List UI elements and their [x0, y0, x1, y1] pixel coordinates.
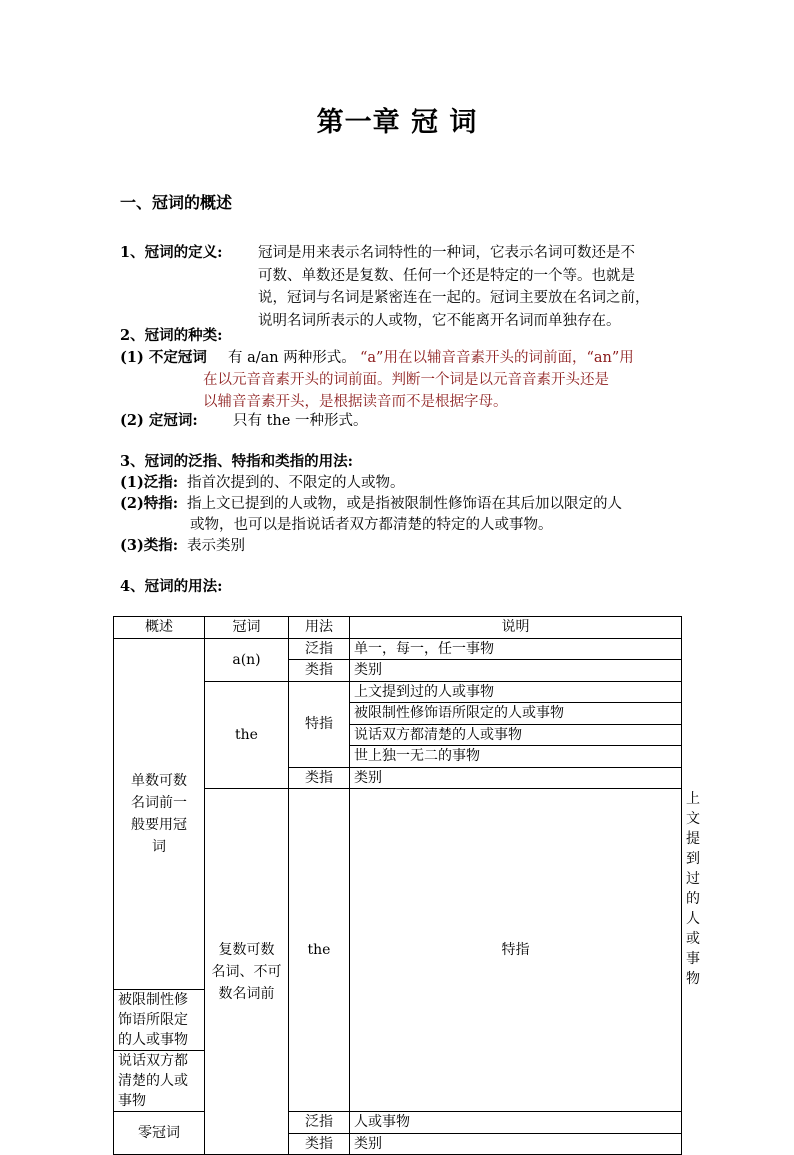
specific-label: (2)特指:	[120, 495, 179, 512]
indefinite-article-label: (1) 不定冠词	[120, 349, 207, 366]
specific-line: 或物，也可以是指说话者双方都清楚的特定的人或事物。	[190, 517, 553, 533]
usage-cell: 特指	[350, 789, 682, 1112]
class-label: (3)类指:	[120, 537, 179, 554]
indefinite-article-forms: 有 a/an 两种形式。	[228, 350, 356, 366]
overview-line: 名词、不可	[211, 963, 282, 980]
desc-cell: 类别	[350, 1133, 682, 1155]
table-row: 复数可数 名词、不可 数名词前 the 特指 上文提到过的人或事物	[114, 789, 682, 990]
article-cell: the	[205, 681, 289, 789]
usage-table-heading: 4、冠词的用法:	[120, 578, 223, 595]
usage-cell: 类指	[289, 660, 350, 682]
header-cell: 冠词	[205, 617, 289, 639]
indefinite-usage-line: 以辅音音素开头，是根据读音而不是根据字母。	[203, 394, 508, 410]
usage-cell: 泛指	[289, 638, 350, 660]
definition-line: 冠词是用来表示名词特性的一种词，它表示名词可数还是不	[258, 245, 635, 261]
desc-cell: 类别	[350, 767, 682, 789]
indefinite-usage-line: “a”用在以辅音音素开头的词前面，“an”用	[360, 350, 634, 366]
usage-cell: 泛指	[289, 1112, 350, 1134]
article-cell: the	[289, 789, 350, 1112]
definition-line: 说，冠词与名词是紧密连在一起的。冠词主要放在名词之前，	[258, 290, 650, 306]
desc-cell: 类别	[350, 660, 682, 682]
definition-line: 可数、单数还是复数、任何一个还是特定的一个等。也就是	[258, 267, 635, 284]
definition-paragraph	[258, 242, 650, 332]
types-label: 2、冠词的种类:	[120, 327, 223, 344]
header-cell: 概述	[114, 617, 205, 639]
overview-line: 般要用冠	[131, 816, 187, 833]
desc-cell: 人或事物	[350, 1112, 682, 1134]
table-header-row	[114, 617, 682, 639]
desc-cell: 上文提到过的人或事物	[350, 681, 682, 703]
article-cell: a(n)	[205, 638, 289, 681]
definition-label: 1、冠词的定义:	[120, 244, 223, 261]
table-row	[114, 1112, 682, 1134]
overview-cell	[114, 638, 205, 990]
article-cell: 零冠词	[114, 1112, 205, 1155]
definite-article-forms: 只有 the 一种形式。	[233, 413, 368, 429]
generic-text: 指首次提到的、不限定的人或物。	[187, 475, 405, 491]
article-usage-table	[113, 616, 700, 1155]
overview-cell	[205, 789, 289, 1155]
definite-article-label: (2) 定冠词:	[120, 412, 198, 429]
usage-cell: 类指	[289, 767, 350, 789]
desc-cell: 单一，每一，任一事物	[350, 638, 682, 660]
definition-line: 说明名词所表示的人或物，它不能离开名词而单独存在。	[258, 312, 621, 329]
page-title: 第一章 冠 词	[316, 107, 478, 138]
overview-line: 词	[152, 838, 166, 855]
overview-line: 复数可数	[218, 941, 275, 958]
indefinite-usage-line: 在以元音音素开头的词前面。判断一个词是以元音音素开头还是	[203, 372, 609, 388]
desc-cell: 说话双方都清楚的人或事物	[114, 1051, 205, 1112]
section-heading-overview: 一、冠词的概述	[120, 193, 233, 212]
overview-line: 名词前一	[131, 794, 187, 811]
desc-cell: 说话双方都清楚的人或事物	[350, 724, 682, 746]
overview-line: 单数可数	[131, 772, 187, 789]
desc-cell: 被限制性修饰语所限定的人或事物	[114, 990, 205, 1051]
header-cell: 说明	[350, 617, 682, 639]
table-row	[114, 638, 682, 660]
class-text: 表示类别	[187, 538, 245, 554]
specific-line: 指上文已提到的人或物，或是指被限制性修饰语在其后加以限定的人	[187, 496, 622, 512]
header-cell: 用法	[289, 617, 350, 639]
desc-cell: 被限制性修饰语所限定的人或事物	[350, 703, 682, 725]
desc-cell: 世上独一无二的事物	[350, 746, 682, 768]
overview-line: 数名词前	[218, 985, 275, 1002]
usage-cell: 特指	[289, 681, 350, 767]
generic-label: (1)泛指:	[120, 474, 179, 491]
usage-cell: 类指	[289, 1133, 350, 1155]
usage-heading: 3、冠词的泛指、特指和类指的用法:	[120, 453, 353, 470]
